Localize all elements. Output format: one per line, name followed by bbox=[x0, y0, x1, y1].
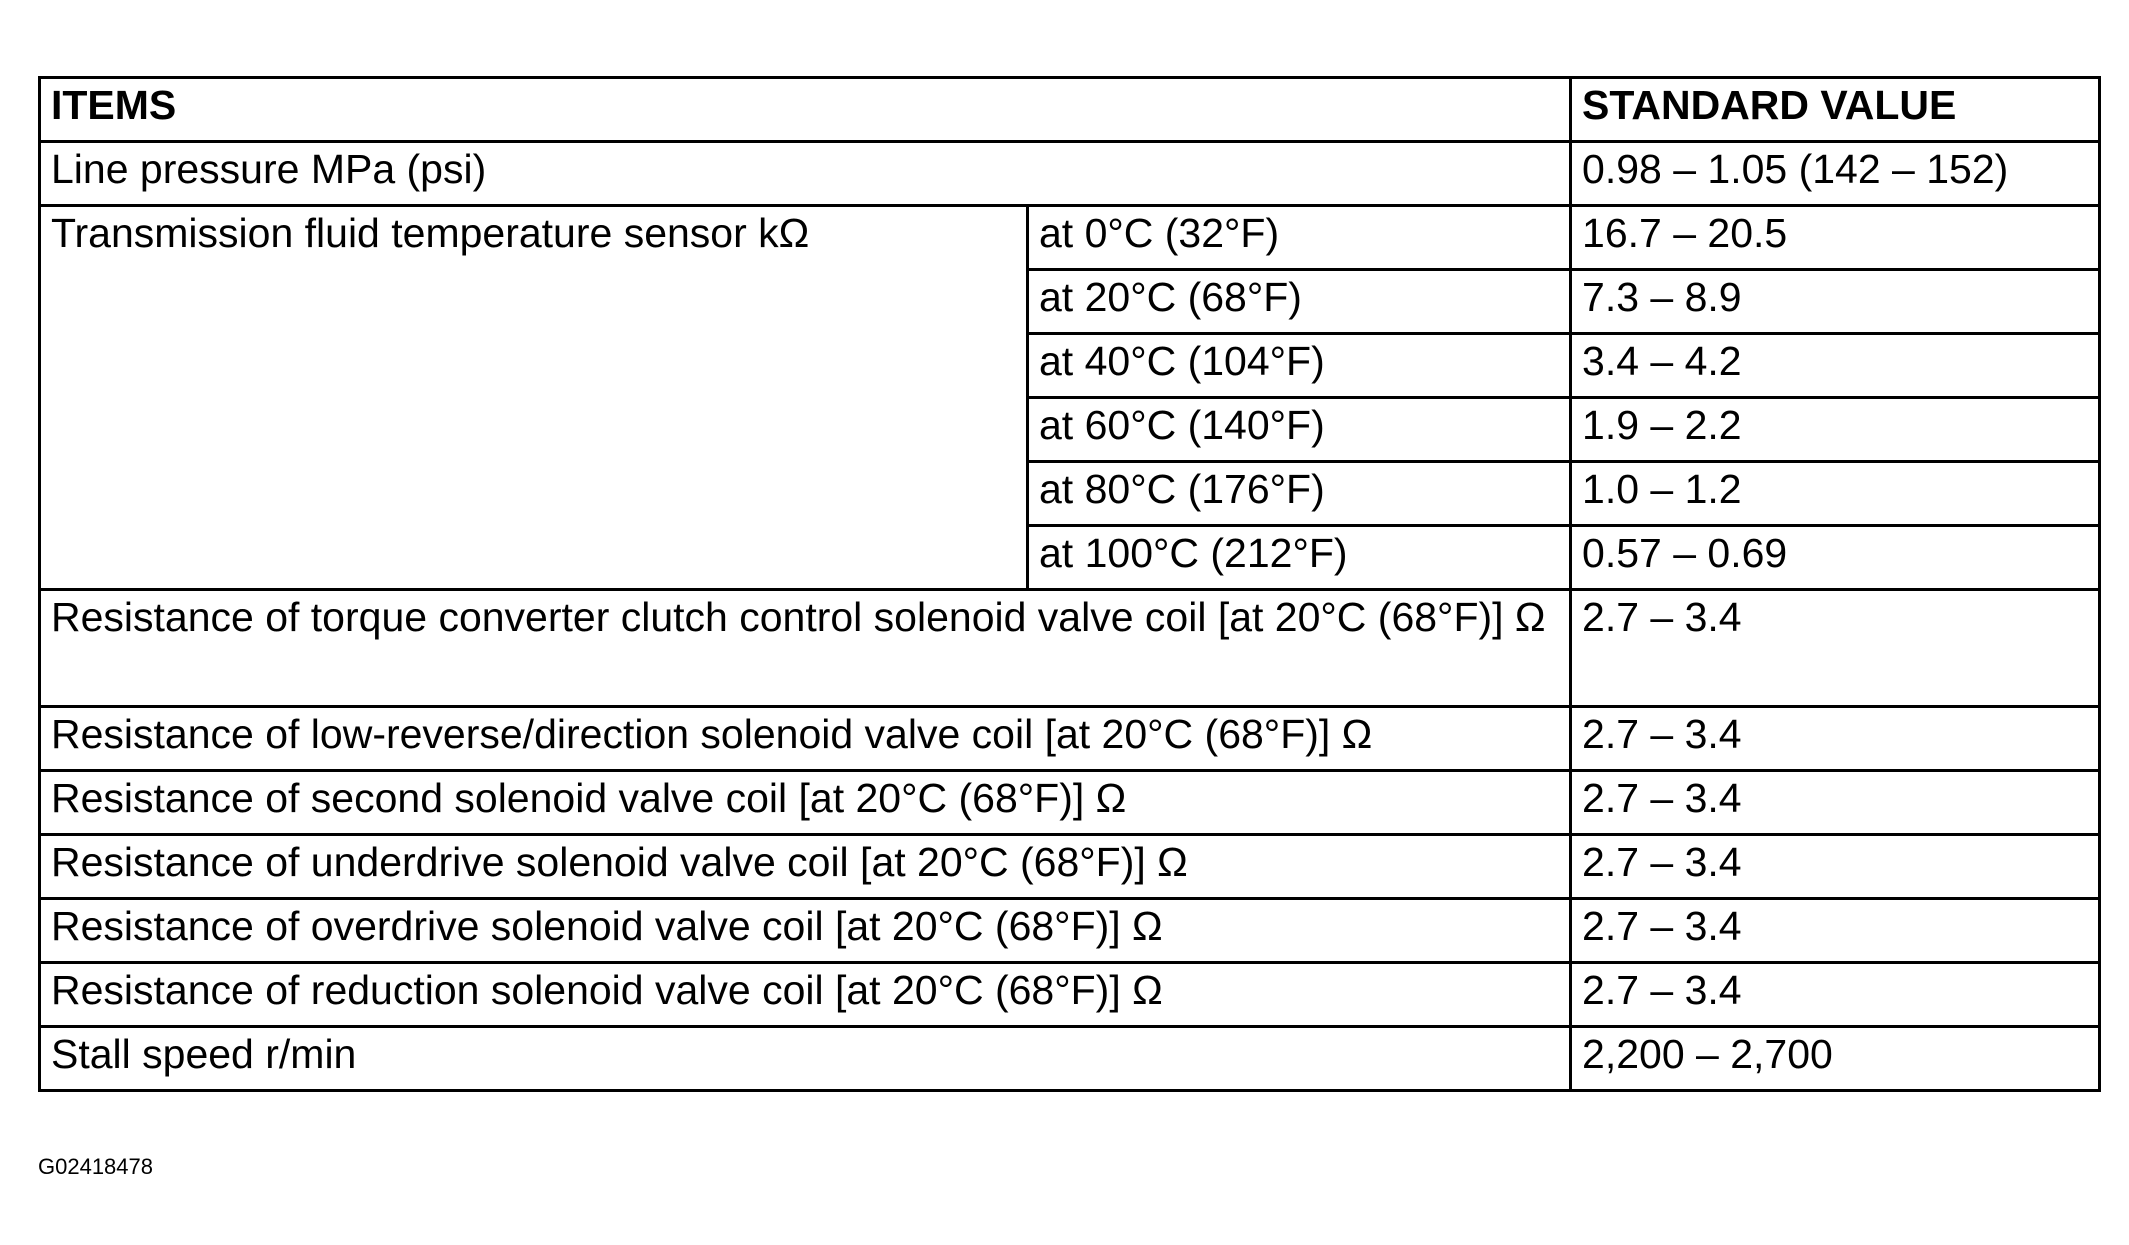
table-row bbox=[40, 963, 2100, 1027]
temp-value: 7.3 – 8.9 bbox=[1571, 270, 2100, 334]
table-row bbox=[40, 142, 2100, 206]
specifications-table bbox=[38, 76, 2101, 1092]
temp-value: 0.57 – 0.69 bbox=[1571, 526, 2100, 590]
table-row bbox=[40, 835, 2100, 899]
temp-condition: at 80°C (176°F) bbox=[1028, 462, 1571, 526]
temp-value: 1.0 – 1.2 bbox=[1571, 462, 2100, 526]
fluid-temp-sensor-item: Transmission fluid temperature sensor kΩ bbox=[40, 206, 1028, 590]
temp-value: 1.9 – 2.2 bbox=[1571, 398, 2100, 462]
resistance-item: Resistance of underdrive solenoid valve coil [at 20°C (68°F)] Ω bbox=[40, 835, 1571, 899]
resistance-item: Resistance of reduction solenoid valve coil [at 20°C (68°F)] Ω bbox=[40, 963, 1571, 1027]
resistance-item: Resistance of low-reverse/direction solenoid valve coil [at 20°C (68°F)] Ω bbox=[40, 707, 1571, 771]
table-header-row bbox=[40, 78, 2100, 142]
temp-condition: at 0°C (32°F) bbox=[1028, 206, 1571, 270]
header-standard-value: STANDARD VALUE bbox=[1571, 78, 2100, 142]
temp-condition: at 40°C (104°F) bbox=[1028, 334, 1571, 398]
resistance-item: Resistance of torque converter clutch control solenoid valve coil [at 20°C (68°F)] Ω bbox=[40, 590, 1571, 707]
resistance-value: 2.7 – 3.4 bbox=[1571, 899, 2100, 963]
table-row bbox=[40, 899, 2100, 963]
table-row bbox=[40, 771, 2100, 835]
table-row bbox=[40, 206, 2100, 270]
temp-condition: at 100°C (212°F) bbox=[1028, 526, 1571, 590]
resistance-value: 2.7 – 3.4 bbox=[1571, 963, 2100, 1027]
figure-id: G02418478 bbox=[38, 1154, 153, 1179]
resistance-item: Resistance of overdrive solenoid valve coil [at 20°C (68°F)] Ω bbox=[40, 899, 1571, 963]
temp-value: 16.7 – 20.5 bbox=[1571, 206, 2100, 270]
temp-condition: at 20°C (68°F) bbox=[1028, 270, 1571, 334]
header-items: ITEMS bbox=[40, 78, 1571, 142]
temp-value: 3.4 – 4.2 bbox=[1571, 334, 2100, 398]
temp-condition: at 60°C (140°F) bbox=[1028, 398, 1571, 462]
resistance-value: 2.7 – 3.4 bbox=[1571, 835, 2100, 899]
stall-speed-item: Stall speed r/min bbox=[40, 1027, 1571, 1091]
table-row bbox=[40, 707, 2100, 771]
line-pressure-item: Line pressure MPa (psi) bbox=[40, 142, 1571, 206]
resistance-value: 2.7 – 3.4 bbox=[1571, 771, 2100, 835]
stall-speed-value: 2,200 – 2,700 bbox=[1571, 1027, 2100, 1091]
resistance-value: 2.7 – 3.4 bbox=[1571, 590, 2100, 707]
table-row bbox=[40, 590, 2100, 707]
table-row bbox=[40, 1027, 2100, 1091]
resistance-value: 2.7 – 3.4 bbox=[1571, 707, 2100, 771]
line-pressure-value: 0.98 – 1.05 (142 – 152) bbox=[1571, 142, 2100, 206]
resistance-item: Resistance of second solenoid valve coil [at 20°C (68°F)] Ω bbox=[40, 771, 1571, 835]
